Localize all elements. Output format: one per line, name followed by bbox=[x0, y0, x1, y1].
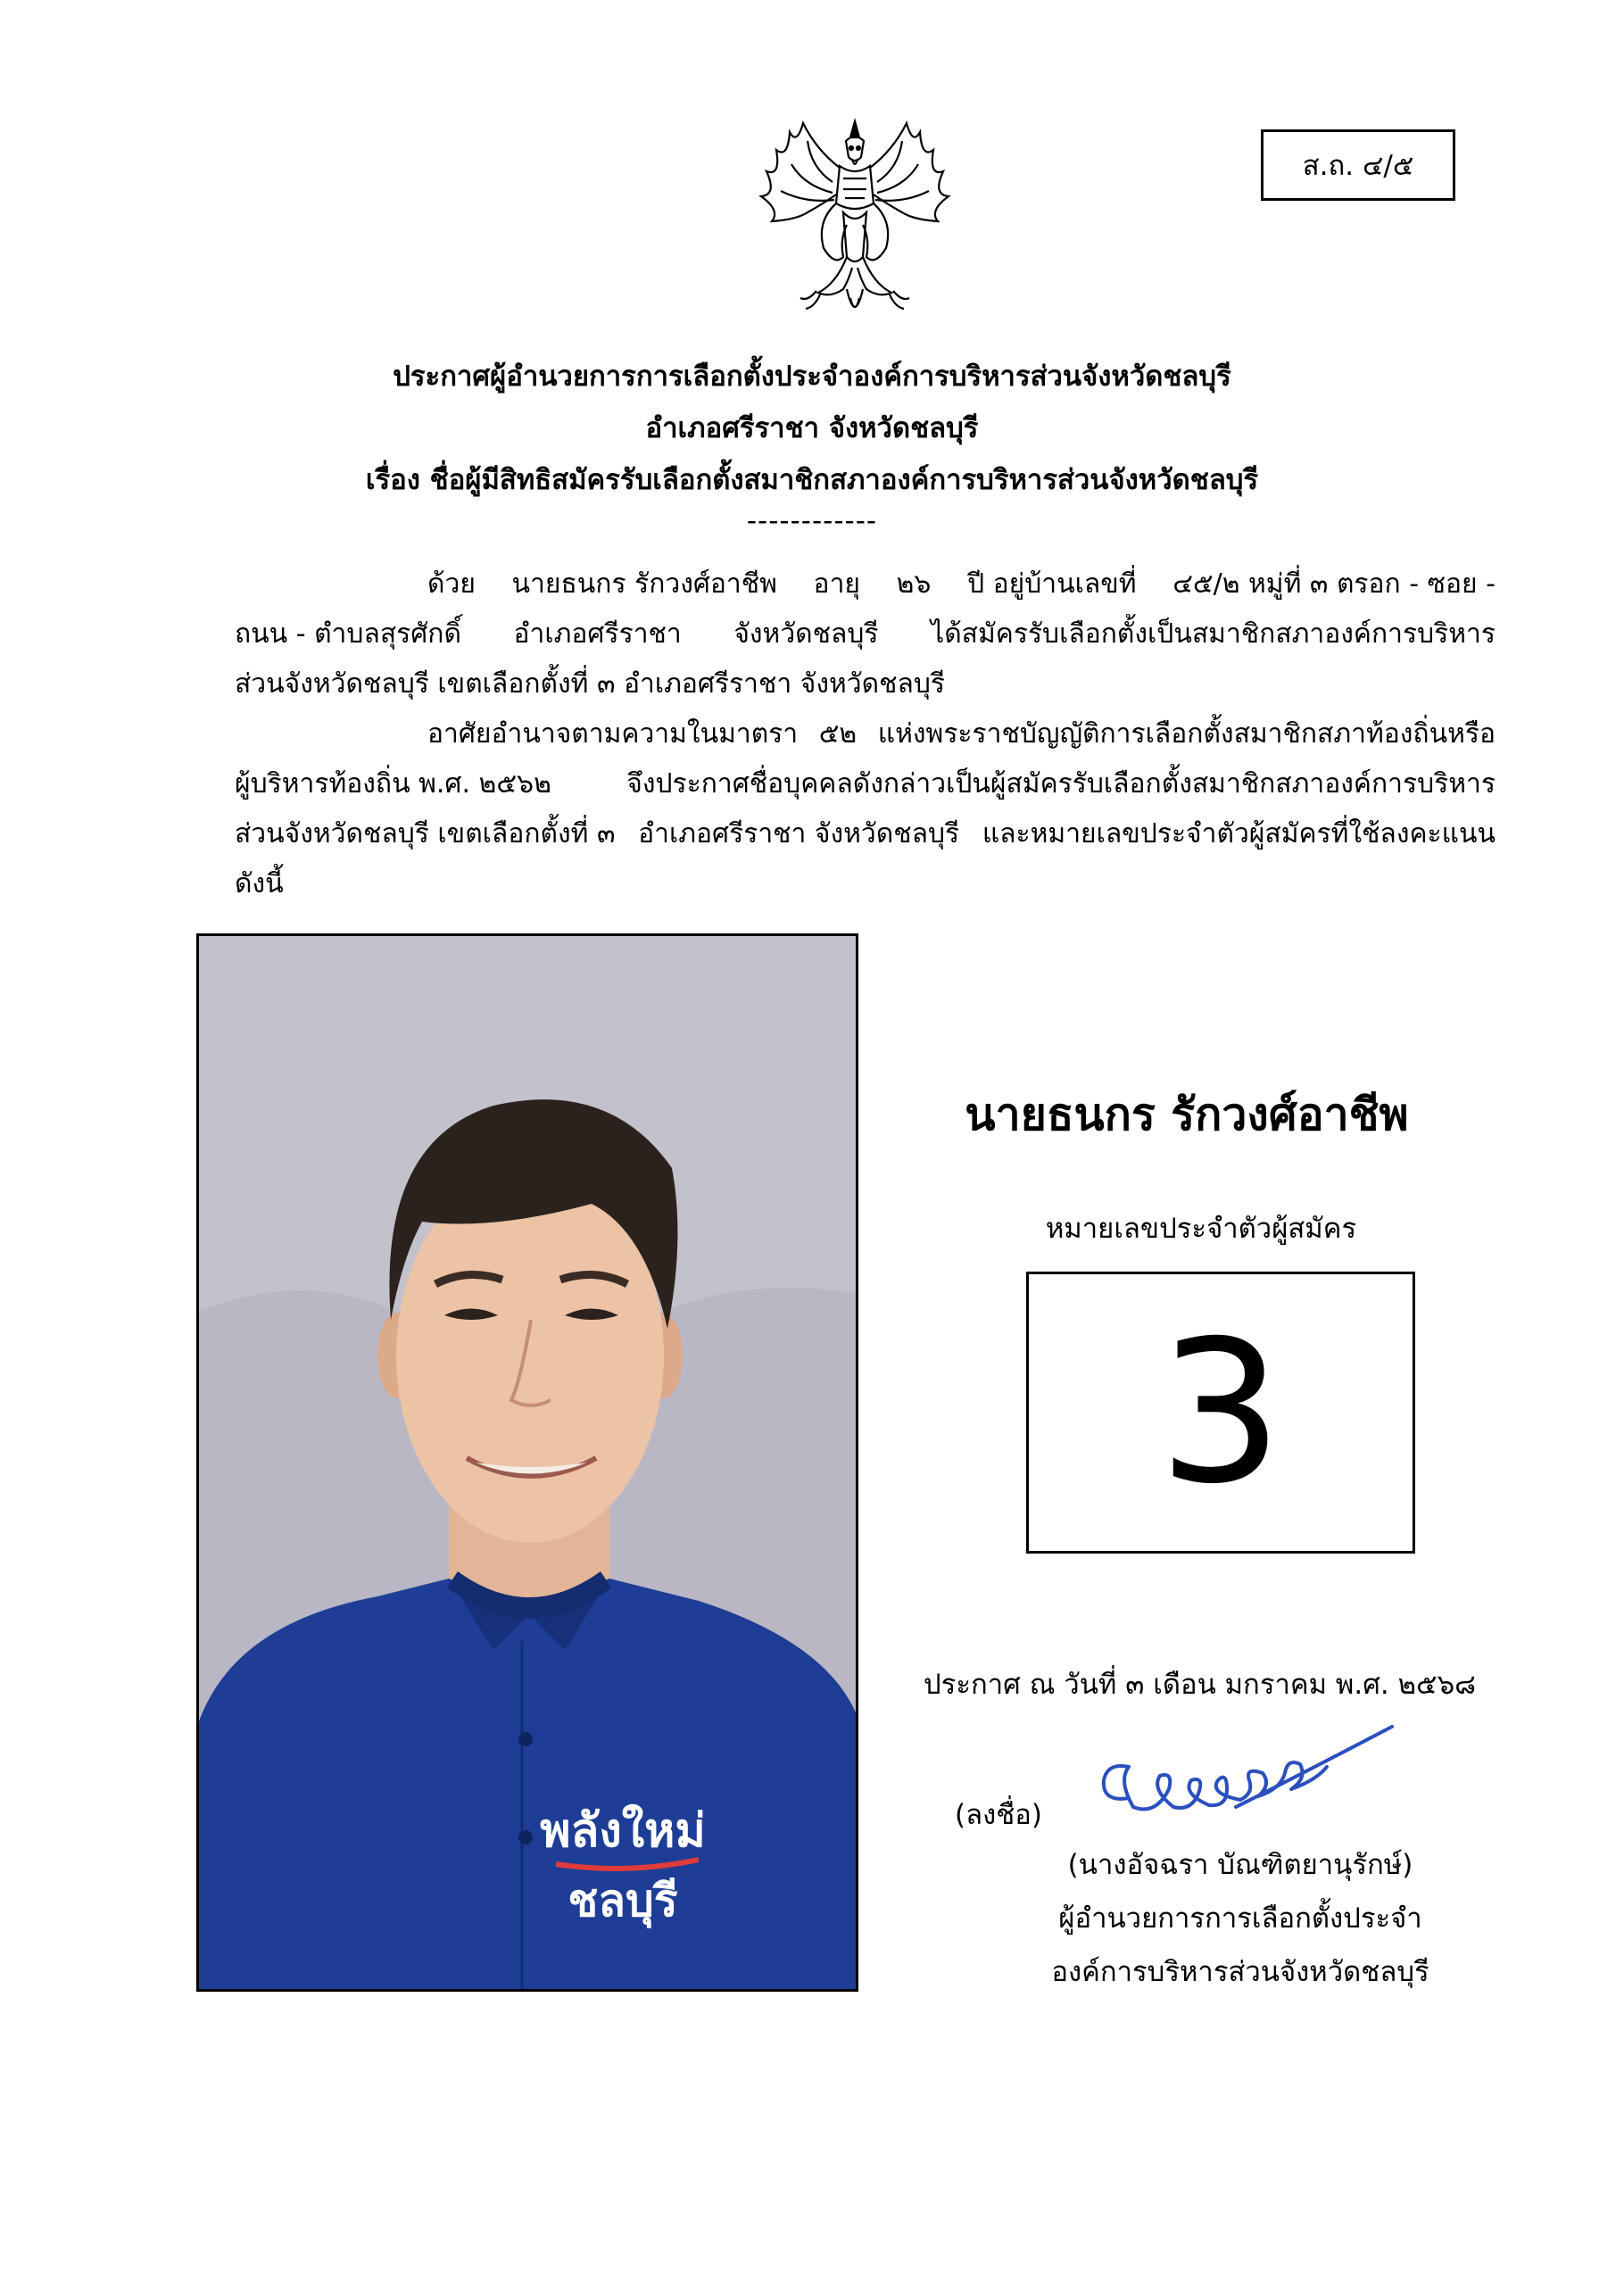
body-line: ถนน - ตำบลสุรศักดิ์ อำเภอศรีราชา จังหวัดชลบุรี ได้สมัครรับเลือกตั้งเป็นสมาชิกสภาองค์การบริหาร bbox=[235, 618, 1496, 650]
body-line: อาศัยอำนาจตามความในมาตรา ๕๒ แห่งพระราชบัญญัติการเลือกตั้งสมาชิกสภาท้องถิ่นหรือ bbox=[427, 718, 1496, 750]
shirt-text-line-1: พลังใหม่ bbox=[540, 1804, 706, 1858]
body-line: ด้วย นายธนกร รักวงศ์อาชีพ อายุ ๒๖ ปี อยู่บ้านเลขที่ ๔๕/๒ หมู่ที่ ๓ ตรอก - ซอย - bbox=[427, 568, 1496, 600]
title-line-1: ประกาศผู้อำนวยการการเลือกตั้งประจำองค์การบริหารส่วนจังหวัดชลบุรี bbox=[393, 361, 1231, 393]
garuda-emblem bbox=[754, 114, 956, 327]
candidate-number-label: หมายเลขประจำตัวผู้สมัคร bbox=[1045, 1213, 1357, 1245]
announcement-title bbox=[0, 351, 1624, 536]
form-code: ส.ถ. ๔/๕ bbox=[1261, 129, 1455, 201]
body-line: ผู้บริหารท้องถิ่น พ.ศ. ๒๕๖๒ จึงประกาศชื่อบุคคลดังกล่าวเป็นผู้สมัครรับเลือกตั้งสมาชิกสภาองค์การบริหาร bbox=[235, 768, 1496, 800]
handwritten-signature bbox=[1093, 1718, 1396, 1852]
title-line-2: อำเภอศรีราชา จังหวัดชลบุรี bbox=[645, 412, 979, 444]
announcement-body bbox=[235, 559, 1496, 909]
signer-position-1: ผู้อำนวยการการเลือกตั้งประจำ bbox=[1058, 1902, 1422, 1935]
body-line: ส่วนจังหวัดชลบุรี เขตเลือกตั้งที่ ๓ อำเภอศรีราชา จังหวัดชลบุรี และหมายเลขประจำตัวผู้สมัครที่ใช้ลงคะแนน bbox=[235, 818, 1496, 850]
candidate-name: นายธนกร รักวงศ์อาชีพ bbox=[965, 1089, 1409, 1140]
signer-name: (นางอัจฉรา บัณฑิตยานุรักษ์) bbox=[1067, 1849, 1413, 1881]
title-line-3: เรื่อง ชื่อผู้มีสิทธิสมัครรับเลือกตั้งสมาชิกสภาองค์การบริหารส่วนจังหวัดชลบุรี bbox=[365, 464, 1259, 496]
signature-label: (ลงชื่อ) bbox=[955, 1799, 1042, 1831]
candidate-number: 3 bbox=[1026, 1272, 1415, 1554]
announcement-date: ประกาศ ณ วันที่ ๓ เดือน มกราคม พ.ศ. ๒๕๖๘ bbox=[924, 1669, 1477, 1701]
signer-position-2: องค์การบริหารส่วนจังหวัดชลบุรี bbox=[1051, 1956, 1429, 1988]
body-line: ดังนี้ bbox=[235, 868, 284, 899]
title-divider: ------------ bbox=[746, 505, 878, 537]
shirt-text-line-2: ชลบุรี bbox=[568, 1875, 678, 1927]
body-line: ส่วนจังหวัดชลบุรี เขตเลือกตั้งที่ ๓ อำเภอศรีราชา จังหวัดชลบุรี bbox=[235, 668, 945, 700]
signer-block bbox=[964, 1838, 1517, 1999]
candidate-photo bbox=[196, 933, 858, 1992]
